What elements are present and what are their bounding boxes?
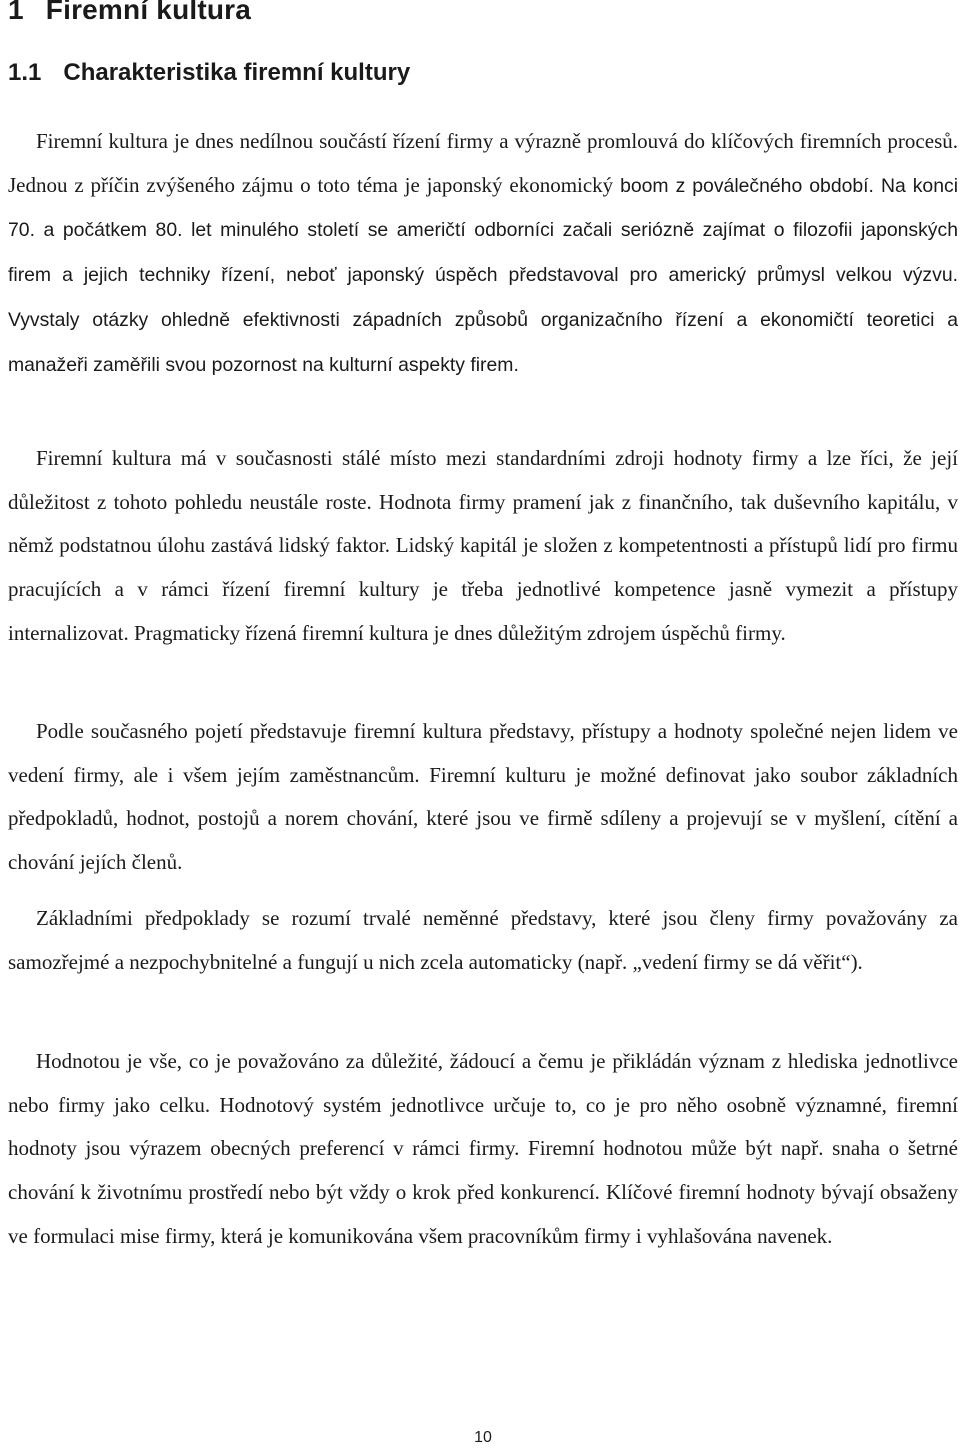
chapter-title: Firemní kultura [45,0,252,25]
section-number: 1.1 [8,59,42,86]
chapter-heading [8,0,251,26]
paragraph-1-serif-part: Firemní kultura je dnes nedílnou součástí řízení firmy a výrazně promlouvá do klíčových firemních procesů. Jednou z příčin zvýšeného zájmu o toto téma je japonský ekonomický [8,129,958,197]
paragraph-2: Firemní kultura má v současnosti stálé místo mezi standardními zdroji hodnoty firmy a lze říci, že její důležitost z tohoto pohledu neustále roste. Hodnota firmy pramení jak z finančního, tak duševního kapitálu, v němž podstatnou úlohu zastává lidský faktor. Lidský kapitál je složen z kompetentnosti a přístupů lidí pro firmu pracujících a v rámci řízení firemní kultury je třeba jednotlivé kompetence jasně vymezit a přístupy internalizovat. Pragmaticky řízená firemní kultura je dnes důležitým zdrojem úspěchů firmy. [8,446,958,645]
section-title: Charakteristika firemní kultury [63,59,411,86]
section-heading [8,59,410,87]
paragraph-4: Základními předpoklady se rozumí trvalé neměnné představy, které jsou členy firmy považovány za samozřejmé a nezpochybnitelné a fungují u nich zcela automaticky (např. „vedení firmy se dá věřit“). [8,906,958,974]
paragraph-5: Hodnotou je vše, co je považováno za důležité, žádoucí a čemu je přikládán význam z hlediska jednotlivce nebo firmy jako celku. Hodnotový systém jednotlivce určuje to, co je pro něho osobně významné, firemní hodnoty jsou výrazem obecných preferencí v rámci firmy. Firemní hodnotou může být např. snaha o šetrné chování k životnímu prostředí nebo být vždy o krok před konkurencí. Klíčové firemní hodnoty bývají obsaženy ve formulaci mise firmy, která je komunikována všem pracovníkům firmy i vyhlašována navenek. [8,1049,958,1248]
paragraph-3: Podle současného pojetí představuje firemní kultura představy, přístupy a hodnoty společné nejen lidem ve vedení firmy, ale i všem jejím zaměstnancům. Firemní kulturu je možné definovat jako soubor základních předpokladů, hodnot, postojů a norem chování, které jsou ve firmě sdíleny a projevují se v myšlení, cítění a chování jejích členů. [8,719,958,875]
page-number: 10 [474,1429,492,1446]
chapter-number: 1 [8,0,24,25]
paragraph-1 [8,120,958,387]
paragraph-1-sans-part: boom z poválečného období. Na konci 70. a počátkem 80. let minulého století se američtí odborníci začali seriózně zajímat o filozofii japonských firem a jejich techniky řízení, neboť japonský úspěch představoval pro americký průmysl velkou výzvu. Vyvstaly otázky ohledně efektivnosti západních způsobů organizačního řízení a ekonomičtí teoretici a manažeři zaměřili svou pozornost na kulturní aspekty firem. [8,174,959,376]
